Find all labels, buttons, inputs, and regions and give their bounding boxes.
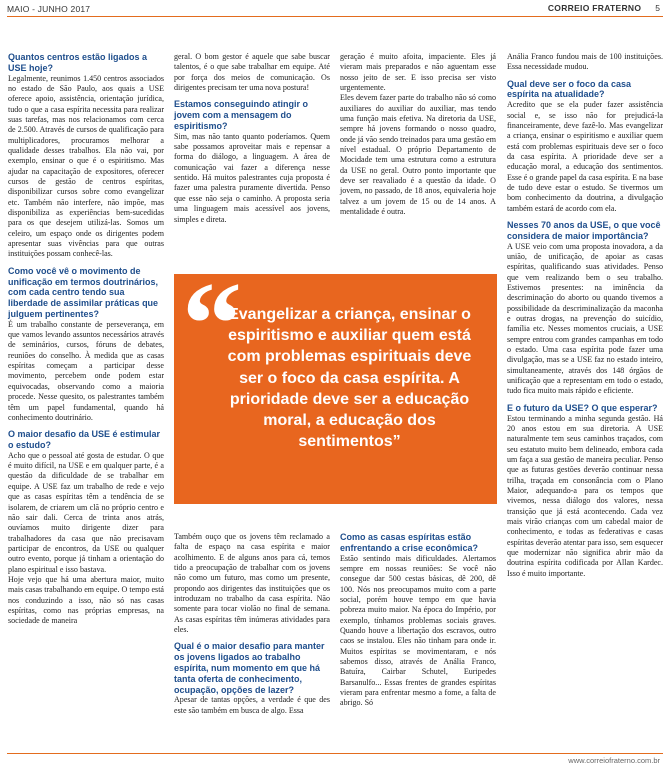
column-4 — [507, 52, 663, 579]
page-header — [0, 0, 670, 17]
answer-paragraph: É um trabalho constante de perseverança, em que vamos levando assuntos necessários através de seminários, cursos, fóruns de debates, reuniões do conselho. À medida que as casas espíritas começam a participar desse movimento, percebem onde podem estar equivocadas, observando como a maioria procede. Nesse quesito, os palestrantes também têm um papel fundamental, quando há conhecimento doutrinário. — [8, 319, 164, 422]
column-2-top — [174, 52, 330, 225]
answer-paragraph: Eles devem fazer parte do trabalho não só como auxiliares do auxiliar do auxiliar, mas tendo uma função mais efetiva. Na diretoria da USE, sempre há jovens formando o nosso quadro, onde já vão sendo treinados para uma gestão em nível estadual. O próprio Departamento de Mocidade tem uma estrutura como a estrutura da USE no geral. Outro ponto importante que deve ser reavaliado é a questão da idade. O jovem, no passado, de 18 anos, equivaleria hoje talvez a um jovem de 15 ou de 14 anos. A mentalidade é outra. — [340, 93, 496, 217]
answer-paragraph: Legalmente, reunimos 1.450 centros associados no estado de São Paulo, aos quais a USE oferece apoio, assistência, orientação jurídica, tudo o que a casa espírita necessita para realizar suas tarefas, mas nos relacionamos com cerca de 2.500. Através de cursos de qualificação para multiplicadores, procuramos melhorar a qualidade desses trabalhos. Ela não vai, por exemplo, ensinar o que é o espiritismo. Mas ajudar na capacitação de expositores, oferecer cursos de gestão de centros espíritas, disponibilizar cursos sobre como evangelizar etc. Também não interfere, não impõe, mas disponibiliza as experiências bem-sucedidas para os que desejem utilizá-las. Somos um celeiro, um espaço onde os dirigentes podem apresentar suas vivências para que outras instituições possam conhecê-las. — [8, 73, 164, 259]
answer-paragraph: Sim, mas não tanto quanto poderíamos. Quem sabe possamos aproveitar mais e repensar a forma do diálogo, a linguagem. A área de comunicação vai fazer a diferença nesse sentido. Há muitos palestrantes cuja proposta é fazer uma palestra puramente divertida. Penso que esse não seja o caminho. A proposta seria uma linguagem mais acessível aos jovens, simples e direta. — [174, 131, 330, 224]
question-heading: Como as casas espíritas estão enfrentando a crise econômica? — [340, 532, 479, 553]
question-heading: Qual deve ser o foco da casa espírita na atualidade? — [507, 78, 632, 100]
question-heading: Como você vê o movimento de unificação em termos doutrinários, com cada centro tendo sua liberdade de assimilar práticas que julguem pertinentes? — [8, 265, 159, 319]
question-heading: Estamos conseguindo atingir o jovem com a mensagem do espiritismo? — [174, 99, 309, 131]
answer-paragraph: Apesar de tantas opções, a verdade é que des este são também em busca de algo. Essa — [174, 695, 330, 715]
question-heading: Nesses 70 anos da USE, o que você considera de maior importância? — [507, 220, 661, 241]
answer-paragraph: Estou terminando a minha segunda gestão. Há 20 anos estou em sua diretoria. A USE naturalmente tem seus caminhos traçados, com seu estatuto muito bem delineado, embora cada um faça a sua gestão de maneira peculiar. Penso que as futuras gestões deverão continuar nessa trilha, traçada em consonância com o Plano Maior, adequando-a para os tempos que vivemos, nessa diálogo dos valores, nessa transição que já está acontecendo. Cada vez mais virão crianças com um cabedal maior de conhecimento, e todas as federativas e casas espíritas deverão atentar para isso, sem esquecer que modernizar não significa abrir mão da doutrina espírita codificada por Allan Kardec. Isso é muito importante. — [507, 413, 663, 578]
answer-paragraph: Acho que o pessoal até gosta de estudar. O que é muito difícil, na USE e em qualquer parte, é a questão da dificuldade de se trabalhar em equipe. A USE faz um trabalho de rede e vejo que as casas espíritas têm a tendência de se isolarem, de criarem um clã no próprio centro e não sair dali. Cerca de trinta anos atrás, ouvíamos muito dirigente dizer para trabalhadores da casa que não precisavam participar de encontros, da USE ou qualquer outro evento, porque já tinham a orientação do plano espiritual e isso bastava. — [8, 450, 164, 574]
page-footer — [0, 753, 670, 767]
publication-name: CORREIO FRATERNO — [547, 3, 642, 13]
page-number: 5 — [655, 3, 660, 13]
answer-paragraph: Anália Franco fundou mais de 100 instituições. Essa necessidade mudou. — [507, 52, 663, 72]
edition-date: MAIO - JUNHO 2017 — [7, 4, 91, 14]
question-heading: E o futuro da USE? O que esperar? — [507, 402, 658, 413]
question-heading: Qual é o maior desafio para manter os jovens ligados ao trabalho espírita, num momento em que há tanta oferta de conhecimento, ocupação, opções de lazer? — [174, 641, 325, 695]
footer-rule — [7, 753, 663, 754]
question-heading: Quantos centros estão ligados a USE hoje? — [8, 52, 148, 73]
answer-paragraph: Hoje vejo que há uma abertura maior, muito mais casas trabalhando em equipe. O tempo está nos conduzindo a isso, não só nas casas espíritas, como nas próprias empresas, na sociedade de maneira — [8, 574, 164, 626]
column-3-top — [340, 52, 496, 218]
column-1 — [8, 52, 164, 627]
answer-paragraph: geração é muito afoita, impaciente. Eles já vieram mais preparados e não aguentam esse nosso jeito de ser. E isso precisa ser visto urgentemente. — [340, 52, 496, 93]
column-2-bottom — [174, 532, 330, 716]
header-rule — [7, 16, 663, 17]
answer-paragraph: A USE veio com uma proposta inovadora, a da união, de unificação, de apoiar as casas espíritas, qualificando suas atividades. Penso que vem realizando bem o seu trabalho. Estivemos presentes: na iminência da descriminação do aborto ou quando tivemos a possibilidade da descriminalização da maconha e outras drogas, na prevenção do suicídio, família etc. Nesses momentos cruciais, a USE sempre entrou com grandes campanhas em todo o estado. Uma casa espírita pode fazer uma divulgação, mas se a USE faz no estado inteiro, simultaneamente, através dos 148 órgãos de unificação que a representam em todo o estado, tudo fica muito mais rápido e eficiente. — [507, 241, 663, 396]
answer-paragraph: Estão sentindo mais dificuldades. Alertamos sempre em nossas reuniões: Se você não consegue dar 500 cestas básicas, dê 200, dê 100. Nós nos preocupamos muito com a parte social, porém houve tempo em que havia pobreza muito maior. Na época do Império, por exemplo, tínhamos problemas sociais graves. Quando houve a libertação dos escravos, outro caos se instalou. Eles não tinham para onde ir. Muitos espíritas se movimentaram, e nós sabemos disso, através de Anália Franco, Batuíra, Cairbar Schutel, Euripedes Barsanulfo... Essas frentes de grandes espíritas vieram para enfrentar mesmo a fome, a falta de abrigo. Só — [340, 553, 496, 708]
answer-paragraph: geral. O bom gestor é aquele que sabe buscar talentos, é o que sabe trabalhar em equipe. Até por força dos meios de comunicação. Os dirigentes precisam ter uma nova postura! — [174, 52, 330, 93]
pull-quote — [174, 257, 497, 504]
column-3-bottom — [340, 532, 496, 709]
pull-quote-text: Evangelizar a criança, ensinar o espiritismo e auxiliar quem está com problemas espirituais deve ser o foco da casa espírita. A prioridade deve ser a educação moral, a educação dos sentimentos” — [227, 306, 472, 451]
answer-paragraph: Também ouço que os jovens têm reclamado a falta de espaço na casa espírita e maior acolhimento. E de alguns anos para cá, temos tido a preocupação de trabalhar com os jovens não como um futuro, mas como um presente, propondo aos dirigentes das instituições que os introduzam no trabalho da casa espírita. Não somente para tocar violão no final de semana. As casas espíritas têm inúmeras atividades para eles. — [174, 532, 330, 635]
question-heading: O maior desafio da USE é estimular o estudo? — [8, 429, 161, 450]
website-link[interactable]: www.correiofraterno.com.br — [568, 756, 660, 765]
publication-info — [548, 3, 660, 13]
quote-mark-icon: “ — [182, 257, 242, 390]
answer-paragraph: Acredito que se ela puder fazer assistência social e, se isso não for prejudicá-la financeiramente, deve fazê-lo. Mas evangelizar a criança, ensinar o espiritismo e auxiliar quem está com problemas espirituais deve ser o foco da casa espírita. A prioridade deve ser a educação moral, a educação dos sentimentos. Esse é o grande papel da casa espírita. E na base de tudo deve estar o estudo. Se tivermos um bom conhecimento da doutrina, a divulgação também estará de acordo com ela. — [507, 100, 663, 213]
